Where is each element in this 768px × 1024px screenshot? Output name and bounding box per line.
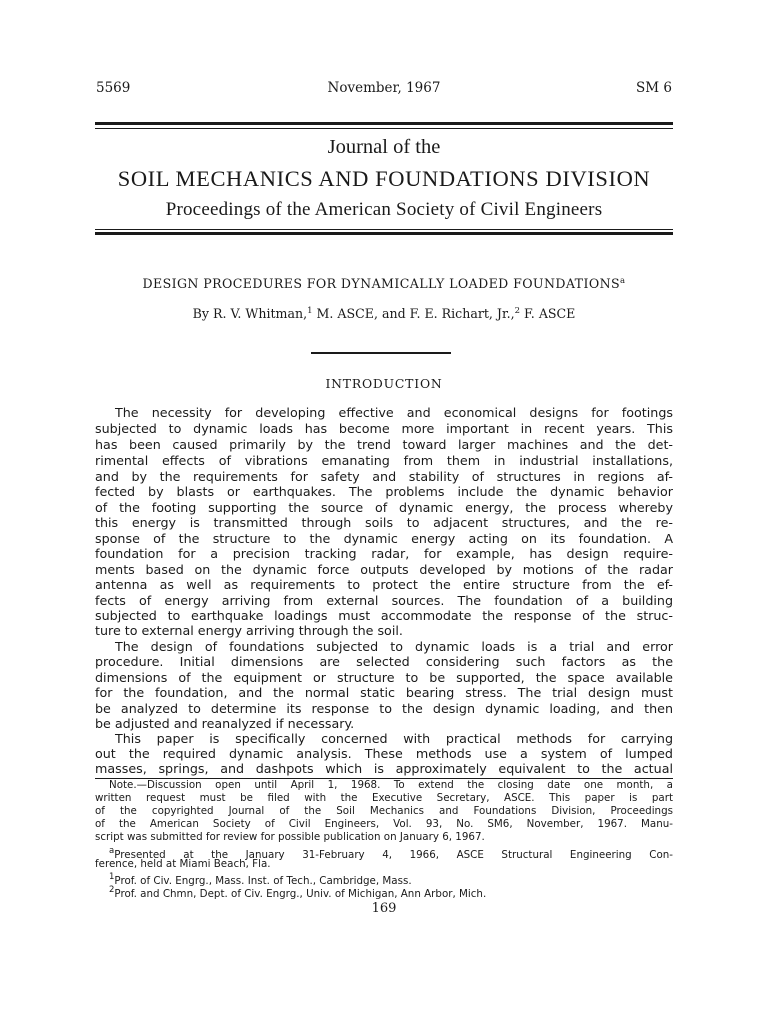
byline-prefix: By R. V. Whitman,	[192, 306, 308, 321]
body-line: fects of energy arriving from external sources. The foundation of a building	[95, 593, 673, 608]
footnote-line: Note.—Discussion open until April 1, 1968. To extend the closing date one month, a	[109, 779, 673, 791]
page-number: 169	[371, 901, 397, 916]
body-line: subjected to dynamic loads has become more important in recent years. This	[95, 421, 673, 436]
body-line: procedure. Initial dimensions are selected considering such factors as the	[95, 654, 673, 669]
body-line: be analyzed to determine its response to the design dynamic loading, and then	[95, 701, 673, 716]
body-line: of the footing supporting the source of dynamic energy, the process whereby	[95, 500, 673, 515]
running-head	[96, 80, 672, 100]
masthead-rule-bottom-thick	[95, 232, 673, 235]
body-line: ture to external energy arriving through the soil.	[95, 623, 403, 638]
masthead-rule-top-thin	[95, 128, 673, 129]
body-line: foundation for a precision tracking radar, for example, has design require-	[95, 546, 673, 561]
author2-footnote-mark: 2	[514, 306, 521, 316]
footnote-mark-a: a	[109, 846, 115, 856]
footnote-line	[95, 884, 673, 900]
footnote-text: Presented at the January 31-February 4, 1966, ASCE Structural Engineering Con-	[114, 849, 673, 861]
byline-mid: M. ASCE, and F. E. Richart, Jr.,	[312, 306, 515, 321]
title-separator	[311, 352, 451, 354]
paper-title	[95, 276, 673, 291]
issue-section: SM 6	[636, 80, 672, 96]
footnote-line: of the copyrighted Journal of the Soil Mechanics and Foundations Division, Proceedings	[95, 805, 673, 817]
body-line: ments based on the dynamic force outputs developed by motions of the radar	[95, 562, 673, 577]
body-line: fected by blasts or earthquakes. The problems include the dynamic behavior	[95, 484, 673, 499]
body-line: dimensions of the equipment or structure to be supported, the space available	[95, 670, 673, 685]
footnote-line: script was submitted for review for possible publication on January 6, 1967.	[95, 831, 485, 843]
body-line: This paper is specifically concerned with practical methods for carrying	[115, 731, 673, 746]
footnote-line	[95, 845, 673, 861]
body-line: be adjusted and reanalyzed if necessary.	[95, 716, 355, 731]
journal-title-line: Journal of the	[327, 136, 441, 158]
body-line: for the foundation, and the normal static bearing stress. The trial design must	[95, 685, 673, 700]
section-heading: INTRODUCTION	[325, 376, 443, 391]
masthead-rule-top-thick	[95, 122, 673, 125]
journal-division-name: SOIL MECHANICS AND FOUNDATIONS DIVISION	[117, 166, 651, 191]
body-line: masses, springs, and dashpots which is approximately equivalent to the actual	[95, 761, 673, 776]
body-line: antenna as well as requirements to protect the entire structure from the ef-	[95, 577, 673, 592]
footnote-line	[95, 871, 673, 887]
body-line: and by the requirements for safety and stability of structures in regions af-	[95, 469, 673, 484]
byline-suffix: F. ASCE	[520, 306, 576, 321]
body-line: sponse of the structure to the dynamic energy acting on its foundation. A	[95, 531, 673, 546]
footnote-line: written request must be filed with the Executive Secretary, ASCE. This paper is part	[95, 792, 673, 804]
masthead-rule-bottom-thin	[95, 229, 673, 230]
author1-footnote-mark: 1	[307, 306, 313, 316]
body-line: has been caused primarily by the trend toward larger machines and the det-	[95, 437, 673, 452]
journal-society-name: Proceedings of the American Society of Civil Engineers	[165, 199, 603, 220]
body-line: out the required dynamic analysis. These methods use a system of lumped	[95, 746, 673, 761]
footnote-text: Prof. of Civ. Engrg., Mass. Inst. of Tech., Cambridge, Mass.	[114, 875, 412, 887]
footnote-line: ference, held at Miami Beach, Fla.	[95, 858, 271, 870]
body-line: subjected to earthquake loadings must accommodate the response of the struc-	[95, 608, 673, 623]
body-line: The design of foundations subjected to dynamic loads is a trial and error	[115, 639, 673, 654]
issue-date: November, 1967	[327, 80, 441, 96]
footnote-text: Prof. and Chmn, Dept. of Civ. Engrg., Univ. of Michigan, Ann Arbor, Mich.	[114, 888, 487, 900]
title-footnote-mark: a	[620, 276, 626, 286]
paper-title-text: DESIGN PROCEDURES FOR DYNAMICALLY LOADED FOUNDATIONS	[142, 276, 621, 291]
paper-number: 5569	[96, 80, 131, 96]
footnote-line: of the American Society of Civil Engineers, Vol. 93, No. SM6, November, 1967. Manu-	[95, 818, 673, 830]
author-byline	[95, 306, 673, 321]
footnote-mark-1: 1	[109, 872, 115, 882]
body-line: rimental effects of vibrations emanating from them in industrial installations,	[95, 453, 673, 468]
body-line: this energy is transmitted through soils to adjacent structures, and the re-	[95, 515, 673, 530]
footnote-mark-2: 2	[109, 885, 115, 895]
body-line: The necessity for developing effective and economical designs for footings	[115, 405, 673, 420]
